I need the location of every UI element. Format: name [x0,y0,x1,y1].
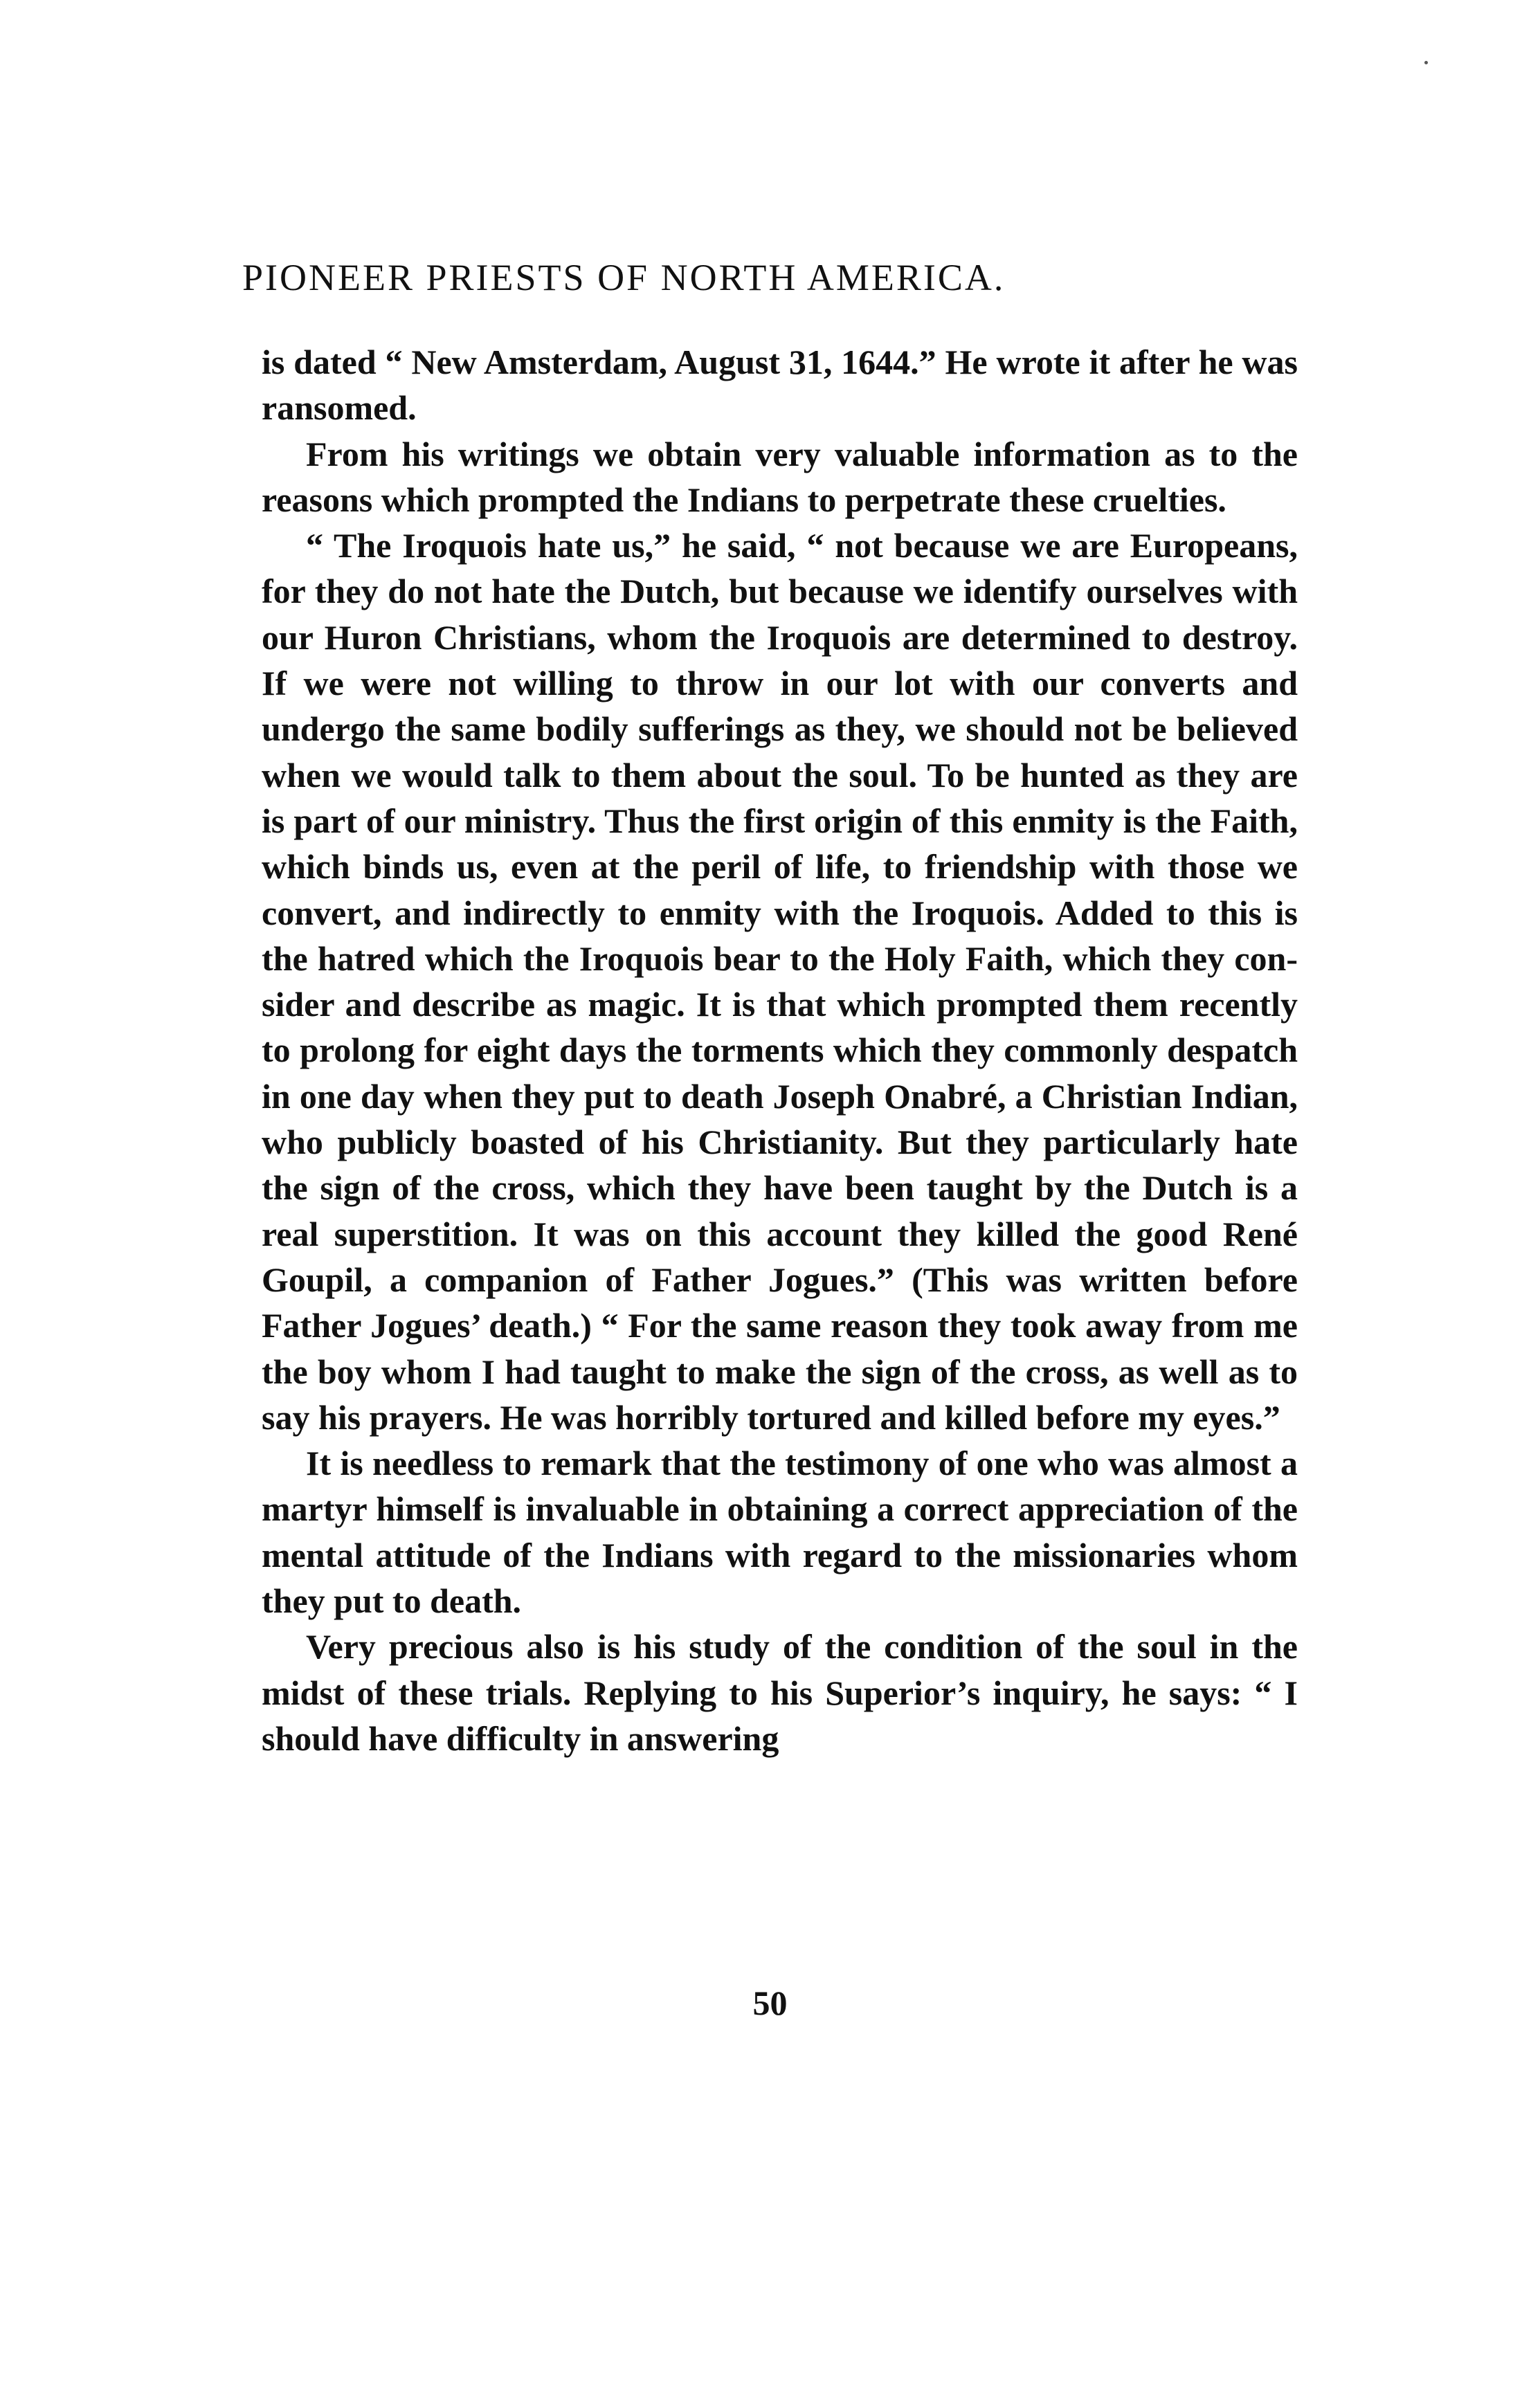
paragraph: “ The Iroquois hate us,” he said, “ not because we are Europeans, for they do not hate the Dutch, but because we identify ourselves with our Huron Christians, whom the Iroquois are determined to destroy. If we were not willing to throw in our lot with our converts and undergo the same bodily sufferings as they, we should not be believed when we would talk to them about the soul. To be hunted as they are is part of our ministry. Thus the first origin of this enmity is the Faith, which binds us, even at the peril of life, to friendship with those we convert, and indirectly to enmity with the Iroquois. Added to this is the hatred which the Iroquois bear to the Holy Faith, which they consider and describe as magic. It is that which prompted them recently to prolong for eight days the torments which they commonly despatch in one day when they put to death Joseph Onabré, a Christian Indian, who publicly boasted of his Christianity. But they particularly hate the sign of the cross, which they have been taught by the Dutch is a real superstition. It was on this account they killed the good René Goupil, a companion of Father Jogues.” (This was written before Father Jogues’ death.) “ For the same reason they took away from me the boy whom I had taught to make the sign of the cross, as well as to say his prayers. He was horribly tortured and killed before my eyes.” [262,526,1298,1437]
paragraph: It is needless to remark that the testimony of one who was almost a martyr himself is invaluable in obtaining a correct appreciation of the mental attitude of the Indians with regard to the missionaries whom they put to death. [262,1444,1298,1621]
paragraph: is dated “ New Amsterdam, August 31, 1644.” He wrote it after he was ransomed. [262,343,1298,428]
running-head: PIONEER PRIESTS OF NORTH AMERICA. [242,257,1006,298]
paragraph: Very precious also is his study of the condition of the soul in the midst of these trials. Replying to his Superior’s inquiry, he says: “ I should have difficulty in answering [262,1627,1298,1758]
scan-speck [1424,61,1428,64]
paragraph: From his writings we obtain very valuable information as to the reasons which prompted the Indians to perpetrate these cruelties. [262,434,1298,519]
page-number: 50 [752,1984,788,2022]
body-text [262,339,1298,1761]
